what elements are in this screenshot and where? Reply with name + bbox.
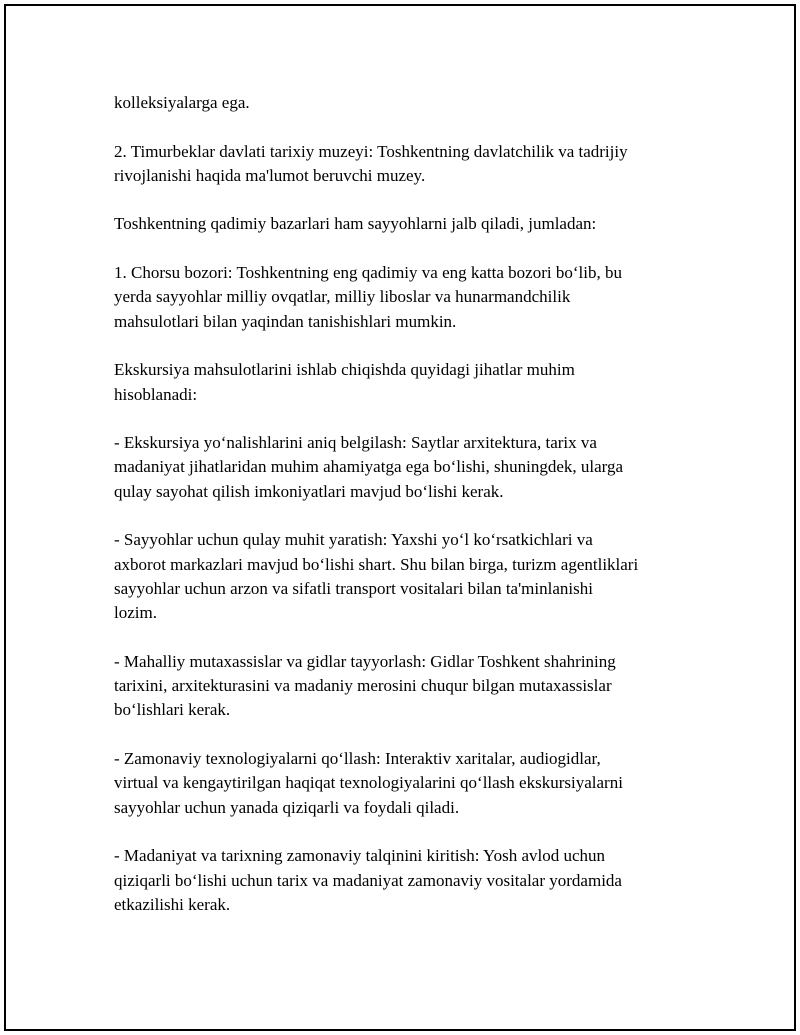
paragraph-modern-technologies: - Zamonaviy texnologiyalarni qo‘llash: Interaktiv xaritalar, audiogidlar, virtual va kengaytirilgan haqiqat texnologiyalarini qo‘llash ekskursiyalarni sayyohlar uchun yanada qiziqarli va foydali qiladi. [114,749,623,817]
paragraph-excursion-aspects: Ekskursiya mahsulotlarini ishlab chiqishda quyidagi jihatlar muhim hisoblanadi: [114,360,575,404]
paragraph-modern-interpretation: - Madaniyat va tarixning zamonaviy talqinini kiritish: Yosh avlod uchun qiziqarli bo‘lishi uchun tarix va madaniyat zamonaviy vositalar yordamida etkazilishi kerak. [114,846,622,914]
paragraph-ancient-bazaars: Toshkentning qadimiy bazarlari ham sayyohlarni jalb qiladi, jumladan: [114,214,597,234]
paragraph-local-guides: - Mahalliy mutaxassislar va gidlar tayyorlash: Gidlar Toshkent shahrining tarixini, arxitekturasini va madaniy merosini chuqur bilgan mutaxassislar bo‘lishlari kerak. [114,651,616,720]
paragraph-comfortable-environment: - Sayyohlar uchun qulay muhit yaratish: Yaxshi yo‘l ko‘rsatkichlari va axborot markazlari mavjud bo‘lishi shart. Shu bilan birga, turizm agentliklari sayyohlar uchun arzon va sifatli transport vositalari bilan ta'minlanishi lozim. [114,530,639,623]
page-content [114,91,689,941]
paragraph-route-definition: - Ekskursiya yo‘nalishlarini aniq belgilash: Saytlar arxitektura, tarix va madaniyat jihatlaridan muhim ahamiyatga ega bo‘lishi, shuningdek, ularga qulay sayohat qilish imkoniyatlari mavjud bo‘lishi kerak. [114,433,624,501]
paragraph-timurid-museum: 2. Timurbeklar davlati tarixiy muzeyi: Toshkentning davlatchilik va tadrijiy rivojlanishi haqida ma'lumot beruvchi muzey. [114,141,628,185]
paragraph-collections-end: kolleksiyalarga ega. [114,93,250,112]
paragraph-chorsu-bazaar: 1. Chorsu bozori: Toshkentning eng qadimiy va eng katta bozori bo‘lib, bu yerda sayyohlar milliy ovqatlar, milliy liboslar va hunarmandchilik mahsulotlari bilan yaqindan tanishishlari mumkin. [114,263,622,331]
